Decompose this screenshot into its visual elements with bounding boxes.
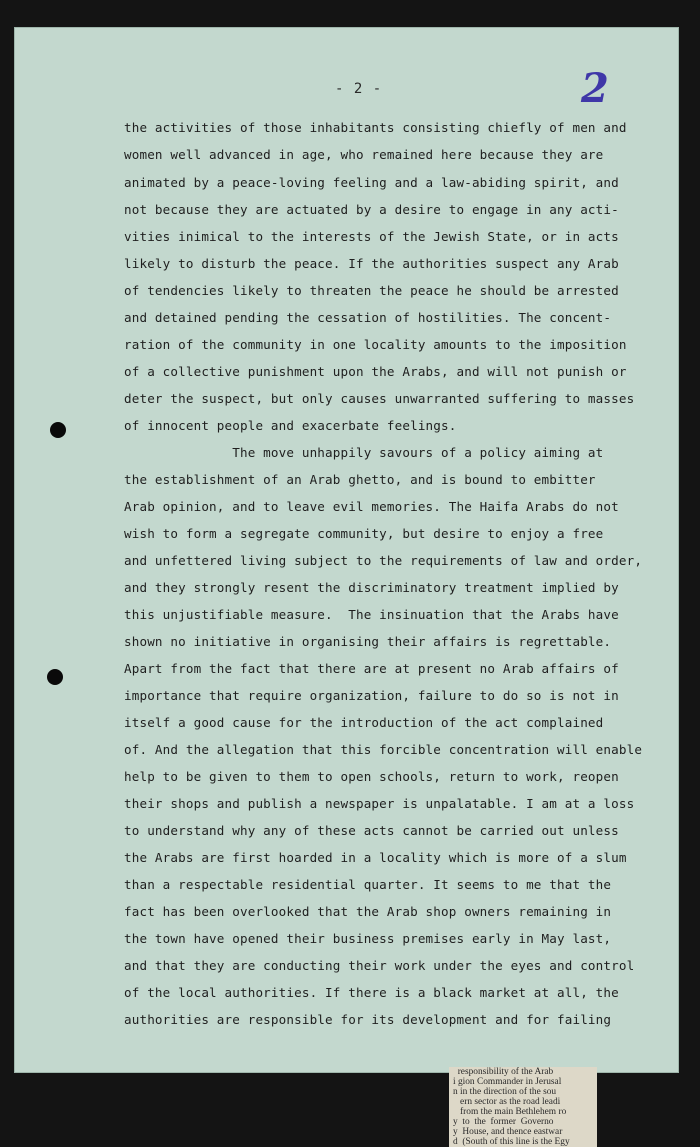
text-line: Arab opinion, and to leave evil memories. The Haifa Arabs do not	[124, 499, 619, 514]
clipping-line: i gion Commander in Jerusal	[453, 1077, 562, 1087]
text-line: shown no initiative in organising their affairs is regrettable.	[124, 634, 612, 649]
text-line: of. And the allegation that this forcible concentration will enable	[124, 742, 643, 757]
text-line: the activities of those inhabitants consisting chiefly of men and	[124, 120, 627, 135]
text-line: animated by a peace-loving feeling and a law-abiding spirit, and	[124, 175, 619, 190]
text-line: deter the suspect, but only causes unwarranted suffering to masses	[124, 391, 635, 406]
text-line: the Arabs are first hoarded in a locality which is more of a slum	[124, 850, 627, 865]
text-line: to understand why any of these acts cannot be carried out unless	[124, 823, 619, 838]
clipping-line: ern sector as the road leadi	[453, 1097, 561, 1107]
text-line: not because they are actuated by a desire to engage in any acti-	[124, 202, 619, 217]
clipping-line: from the main Bethlehem ro	[453, 1107, 567, 1117]
text-line: The move unhappily savours of a policy aiming at	[124, 445, 604, 460]
clipping-line: d (South of this line is the Egy	[453, 1137, 570, 1147]
text-line: importance that require organization, failure to do so is not in	[124, 688, 619, 703]
newspaper-clipping	[449, 1067, 597, 1147]
text-line: the town have opened their business premises early in May last,	[124, 931, 612, 946]
punch-hole	[50, 422, 66, 438]
clipping-line: y to the former Governo	[453, 1117, 554, 1127]
text-line: the establishment of an Arab ghetto, and is bound to embitter	[124, 472, 596, 487]
clipping-line: responsibility of the Arab	[453, 1067, 554, 1077]
page-number: - 2 -	[335, 81, 383, 97]
text-line: of a collective punishment upon the Arabs, and will not punish or	[124, 364, 627, 379]
clipping-line: n in the direction of the sou	[453, 1087, 557, 1097]
text-line: their shops and publish a newspaper is unpalatable. I am at a loss	[124, 796, 635, 811]
text-line: ration of the community in one locality amounts to the imposition	[124, 337, 627, 352]
text-line: wish to form a segregate community, but desire to enjoy a free	[124, 526, 604, 541]
text-line: and detained pending the cessation of hostilities. The concent-	[124, 310, 612, 325]
text-line: and that they are conducting their work under the eyes and control	[124, 958, 635, 973]
text-line: fact has been overlooked that the Arab shop owners remaining in	[124, 904, 612, 919]
text-line: and they strongly resent the discriminatory treatment implied by	[124, 580, 619, 595]
text-line: help to be given to them to open schools, return to work, reopen	[124, 769, 619, 784]
text-line: Apart from the fact that there are at present no Arab affairs of	[124, 661, 619, 676]
document-page	[14, 27, 679, 1073]
text-line: of innocent people and exacerbate feelings.	[124, 418, 457, 433]
clipping-line: y House, and thence eastwar	[453, 1127, 563, 1137]
text-line: authorities are responsible for its development and for failing	[124, 1012, 612, 1027]
text-line: likely to disturb the peace. If the authorities suspect any Arab	[124, 256, 619, 271]
handwritten-page-mark: 2	[581, 65, 609, 112]
text-line: women well advanced in age, who remained here because they are	[124, 147, 604, 162]
punch-hole	[47, 669, 63, 685]
text-line: of tendencies likely to threaten the peace he should be arrested	[124, 283, 619, 298]
text-line: and unfettered living subject to the requirements of law and order,	[124, 553, 643, 568]
text-line: than a respectable residential quarter. It seems to me that the	[124, 877, 612, 892]
text-line: of the local authorities. If there is a black market at all, the	[124, 985, 619, 1000]
text-line: vities inimical to the interests of the Jewish State, or in acts	[124, 229, 619, 244]
text-line: this unjustifiable measure. The insinuation that the Arabs have	[124, 607, 619, 622]
text-line: itself a good cause for the introduction of the act complained	[124, 715, 604, 730]
